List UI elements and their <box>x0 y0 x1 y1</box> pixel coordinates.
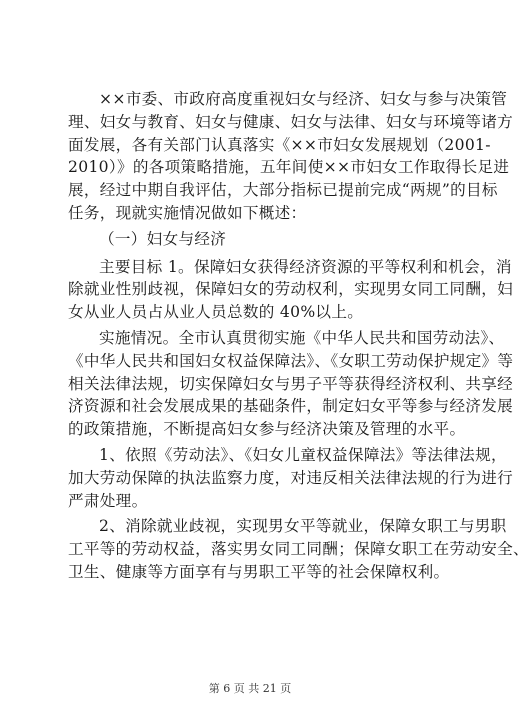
text-line: 卫生、健康等方面享有与男职工平等的社会保障权利。 <box>68 562 450 581</box>
text-line: 的政策措施，不断提高妇女参与经济决策及管理的水平。 <box>68 420 466 439</box>
goal-paragraph <box>68 256 514 324</box>
page-number-footer: 第 6 页 共 21 页 <box>208 682 292 695</box>
text-line: 展，经过中期自我评估，大部分指标已提前完成“两规”的目标 <box>68 181 498 200</box>
implementation-paragraph <box>68 327 514 441</box>
text-line: ××市委、市政府高度重视妇女与经济、妇女与参与决策管 <box>99 90 508 108</box>
text-line: 除就业性别歧视，保障妇女的劳动权利，实现男女同工同酬，妇 <box>68 280 514 299</box>
text-line: 加大劳动保障的执法监察力度，对违反相关法律法规的行为进行 <box>68 468 514 487</box>
section-heading <box>68 228 440 251</box>
text-line: 2010）》的各项策略措施，五年间使××市妇女工作取得长足进 <box>68 158 510 177</box>
text-line: 1、依照《劳动法》、《妇女儿童权益保障法》等法律法规， <box>99 445 507 464</box>
text-line: 2、消除就业歧视，实现男女平等就业，保障女职工与男职 <box>99 517 507 536</box>
text-line: 任务，现就实施情况做如下概述： <box>68 203 307 222</box>
text-line: 主要目标 1。保障妇女获得经济资源的平等权利和机会，消 <box>99 257 512 276</box>
text-line: 相关法律法规，切实保障妇女与男子平等获得经济权利、共享经 <box>68 374 514 393</box>
text-line: 面发展，各有关部门认真落实《××市妇女发展规划（2001- <box>68 135 491 154</box>
list-item-1 <box>68 444 514 512</box>
intro-paragraph <box>68 88 514 225</box>
text-line: 女从业人员占从业人员总数的 40%以上。 <box>68 303 364 322</box>
text-line: 实施情况。全市认真贯彻实施《中华人民共和国劳动法》、 <box>99 328 505 347</box>
text-line: 济资源和社会发展成果的基础条件，制定妇女平等参与经济发展 <box>68 397 514 416</box>
text-line: 《中华人民共和国妇女权益保障法》、《女职工劳动保护规定》等 <box>68 351 514 370</box>
text-line: 工平等的劳动权益，落实男女同工同酬；保障女职工在劳动安全、 <box>68 540 529 559</box>
list-item-2 <box>68 515 529 583</box>
section-heading-text: （一）妇女与经济 <box>99 229 227 248</box>
text-line: 严肃处理。 <box>68 491 148 510</box>
document-body <box>68 88 529 587</box>
text-line: 理、妇女与教育、妇女与健康、妇女与法律、妇女与环境等诸方 <box>68 112 514 131</box>
